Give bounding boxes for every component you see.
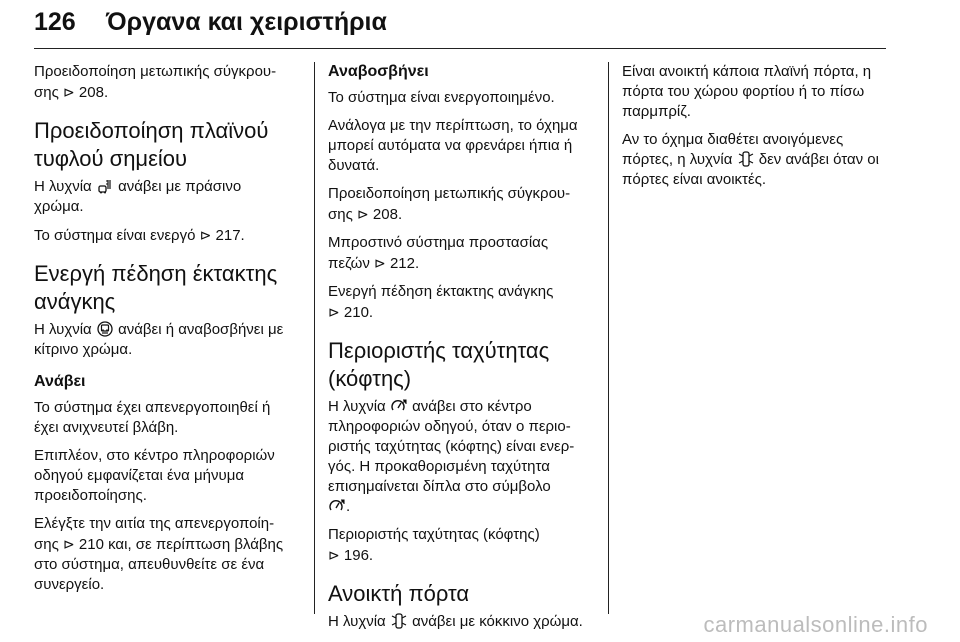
speed-limiter-icon: [329, 498, 345, 514]
text-line: Είναι ανοικτή κάποια πλαϊνή πόρτα, η: [622, 63, 872, 80]
door-open-icon: [391, 613, 407, 629]
text-line: ανάβει με πράσινο: [118, 178, 242, 195]
section-heading: [328, 337, 594, 393]
page-reference[interactable]: 208.: [372, 206, 403, 223]
reference-arrow-icon: ⊳: [63, 84, 75, 100]
paragraph: [328, 184, 594, 225]
text-line: σης: [328, 206, 353, 223]
text-line: Η λυχνία: [34, 321, 92, 338]
text-line: γός. Η προκαθορισμένη ταχύτητα: [328, 458, 550, 475]
text-line: 210 και, σε περίπτωση βλάβης: [78, 536, 284, 553]
page-header: [34, 4, 886, 50]
paragraph: [34, 446, 296, 506]
chapter-title: Όργανα και χειριστήρια: [106, 8, 387, 36]
column-1: [34, 62, 296, 603]
page-reference[interactable]: 196.: [343, 547, 374, 564]
reference-arrow-icon: ⊳: [199, 227, 212, 243]
column-divider: [608, 62, 609, 614]
text-line: Προειδοποίηση πλαϊνού: [34, 118, 269, 143]
text-line: Περιοριστής ταχύτητας: [328, 338, 550, 363]
text-line: Αν το όχημα διαθέτει ανοιγόμενες: [622, 131, 844, 148]
text-line: ανάγκης: [34, 289, 116, 314]
text-line: σης: [34, 536, 59, 553]
text-line: ανάβει στο κέντρο: [412, 398, 532, 415]
text-line: δεν ανάβει όταν οι: [758, 151, 879, 168]
text-line: Περιοριστής ταχύτητας (κόφτης): [328, 526, 540, 543]
reference-arrow-icon: ⊳: [328, 304, 340, 320]
header-rule: [34, 48, 886, 49]
text-line: Προειδοποίηση μετωπικής σύγκρου-: [34, 63, 277, 80]
text-line: πληροφοριών οδηγού, όταν ο περιο-: [328, 418, 571, 435]
text-line: επισημαίνεται δίπλα στο σύμβολο: [328, 478, 551, 495]
text-line: τυφλού σημείου: [34, 146, 188, 171]
text-line: σης: [34, 84, 59, 101]
paragraph: [34, 398, 296, 438]
text-line: Το σύστημα είναι ενεργό: [34, 227, 196, 244]
text-line: Το σύστημα έχει απενεργοποιηθεί ή: [34, 399, 271, 416]
text-line: Η λυχνία: [328, 613, 386, 630]
page-number: 126: [34, 8, 76, 36]
text-line: πόρτες είναι ανοικτές.: [622, 171, 767, 188]
section-heading: [34, 117, 296, 173]
column-3: [622, 62, 894, 198]
paragraph: [34, 320, 296, 360]
text-line: Ελέγξτε την αιτία της απενεργοποίη-: [34, 515, 275, 532]
text-line: Προειδοποίηση μετωπικής σύγκρου-: [328, 185, 571, 202]
text-line: συνεργείο.: [34, 576, 105, 593]
section-heading: [34, 260, 296, 316]
text-line: πεζών: [328, 255, 370, 272]
text-line: έχει ανιχνευτεί βλάβη.: [34, 419, 179, 436]
door-open-icon: [738, 151, 754, 167]
text-line: Η λυχνία: [34, 178, 92, 195]
watermark: carmanualsonline.info: [703, 612, 928, 637]
text-line: παρμπρίζ.: [622, 103, 691, 120]
text-line: δυνατά.: [328, 157, 380, 174]
paragraph: [34, 177, 296, 217]
text-line: ανάβει ή αναβοσβήνει με: [118, 321, 284, 338]
text-line: Επιπλέον, στο κέντρο πληροφοριών: [34, 447, 275, 464]
speed-limiter-icon: [391, 398, 407, 414]
page-reference[interactable]: 212.: [389, 255, 420, 272]
reference-arrow-icon: ⊳: [63, 536, 75, 552]
section-heading: Ανοικτή πόρτα: [328, 581, 470, 606]
paragraph: [328, 612, 594, 632]
text-line: Ενεργή πέδηση έκτακτης: [34, 261, 278, 286]
text-line: στο σύστημα, απευθυνθείτε σε ένα: [34, 556, 265, 573]
paragraph: [328, 233, 594, 274]
page-reference[interactable]: 210.: [343, 304, 374, 321]
page-reference[interactable]: 217.: [215, 227, 245, 244]
subsection-heading: Ανάβει: [34, 373, 86, 390]
paragraph: [328, 116, 594, 176]
text-line: Η λυχνία: [328, 398, 386, 415]
blind-spot-icon: [97, 178, 113, 194]
paragraph: Το σύστημα είναι ενεργοποιημένο.: [328, 89, 555, 106]
subsection-heading: Αναβοσβήνει: [328, 63, 429, 80]
text-line: προειδοποίησης.: [34, 487, 147, 504]
paragraph: [34, 225, 296, 246]
reference-arrow-icon: ⊳: [357, 206, 369, 222]
reference-arrow-icon: ⊳: [374, 255, 386, 271]
reference-arrow-icon: ⊳: [328, 547, 340, 563]
text-line: ανάβει με κόκκινο χρώμα.: [412, 613, 583, 630]
paragraph: [34, 514, 296, 595]
text-line: πόρτες, η λυχνία: [622, 151, 733, 168]
text-line: κίτρινο χρώμα.: [34, 341, 133, 358]
text-line: ριστής ταχύτητας (κόφτης) είναι ενερ-: [328, 438, 575, 455]
paragraph: [328, 282, 594, 323]
text-line: μπορεί αυτόματα να φρενάρει ήπια ή: [328, 137, 573, 154]
text-line: χρώμα.: [34, 198, 84, 215]
text-line: Ανάλογα με την περίπτωση, το όχημα: [328, 117, 578, 134]
paragraph: [622, 62, 894, 122]
paragraph: [328, 397, 594, 517]
paragraph: [328, 525, 594, 566]
paragraph: [622, 130, 894, 190]
column-2: [328, 62, 594, 640]
text-line: (κόφτης): [328, 366, 412, 391]
page-reference[interactable]: 208.: [78, 84, 109, 101]
paragraph: [34, 62, 296, 103]
emergency-braking-icon: [97, 321, 113, 337]
text-line: οδηγού εμφανίζεται ένα μήνυμα: [34, 467, 245, 484]
text-line: Μπροστινό σύστημα προστασίας: [328, 234, 549, 251]
column-divider: [314, 62, 315, 614]
text-line: πόρτα του χώρου φορτίου ή το πίσω: [622, 83, 865, 100]
text-line: Ενεργή πέδηση έκτακτης ανάγκης: [328, 283, 554, 300]
text-line: .: [346, 498, 351, 515]
